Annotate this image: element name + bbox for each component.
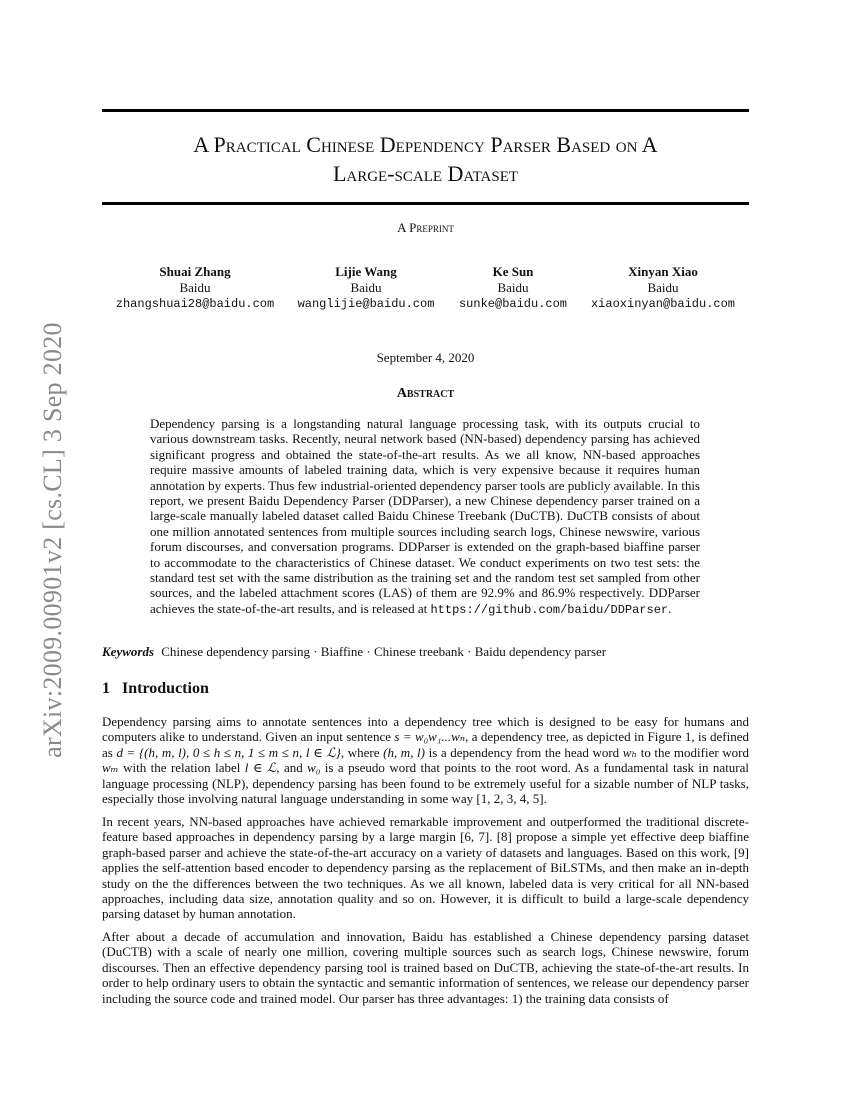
math-expression: wₕ (622, 744, 638, 760)
author-name: Ke Sun (492, 264, 534, 279)
title-top-rule (102, 109, 749, 112)
title-line-2: Large-scale Dataset (332, 161, 519, 186)
math-expression: s = w₀w₁...wₙ (394, 729, 466, 745)
author-email[interactable]: sunke@baidu.com (458, 297, 568, 311)
preprint-label: A Preprint (397, 220, 454, 235)
author-name: Lijie Wang (335, 264, 397, 279)
math-expression: wₘ (102, 760, 119, 776)
author-card (573, 264, 753, 312)
author-affiliation: Baidu (647, 280, 679, 295)
abstract-end: . (668, 600, 672, 616)
author-email[interactable]: xiaoxinyan@baidu.com (590, 297, 736, 311)
section-heading-introduction (102, 680, 209, 698)
author-card (105, 264, 285, 312)
title-bottom-rule (102, 202, 749, 205)
abstract-text: Dependency parsing is a longstanding natural language processing task, with its outputs crucial to various downstream tasks. Recently, neural network based (NN-based) dependency parsing has achieved significant progress and obtained the state-of-the-art results. As we all know, NN-based approaches require massive amounts of labeled training data, which is very expensive because it requires human annotation by experts. Thus few industrial-oriented dependency parser tools are publicly available. In this report, we present Baidu Dependency Parser (DDParser), a new Chinese dependency parser trained on a large-scale manually labeled dataset called Baidu Chinese Treebank (DuCTB). DuCTB consists of about one million annotated sentences from multiple sources including search logs, Chinese newswire, various forum discourses, and conversation programs. DDParser is extended on the graph-based biaffine parser to accommodate to the characteristics of Chinese dataset. We conduct experiments on two test sets: the standard test set with the same distribution as the training set and the random test set sampled from other sources, and the labeled attachment scores (LAS) of them are 92.9% and 86.9% respectively. DDParser achieves the state-of-the-art results, and is released at (150, 416, 700, 616)
keywords-label: Keywords (102, 644, 154, 659)
author-email[interactable]: zhangshuai28@baidu.com (115, 297, 275, 311)
para-text: with the relation label (123, 760, 241, 776)
math-expression: w₀ (307, 760, 321, 776)
github-link[interactable]: https://github.com/baidu/DDParser (430, 602, 669, 617)
section-number: 1 (102, 680, 110, 697)
para-text: , and (276, 760, 303, 776)
para-text: , a dependency tree, as depicted in Figure 1, is defined as (102, 729, 750, 760)
para-text: to the modifier word (640, 744, 749, 760)
intro-paragraph-2: In recent years, NN-based approaches have achieved remarkable improvement and outperformed the traditional discrete-feature based approaches in dependency parsing by a large margin [6, 7]. [8] propose a simple yet effective deep biaffine graph-based parser and achieve the state-of-the-art accuracy on a variety of datasets and languages. Based on this work, [9] applies the self-attention based encoder to dependency parsing as the replacement of BiLSTMs, and then make an in-depth study on the the differences between the two techniques. As we all known, labeled data is very critical for all NN-based approaches, including data size, annotation quality and so on. However, it is difficult to build a large-scale dependency parsing dataset by human annotation. (102, 814, 749, 922)
author-affiliation: Baidu (497, 280, 529, 295)
para-text: , where (340, 744, 380, 760)
math-expression: l ∈ ℒ (244, 760, 277, 776)
author-affiliation: Baidu (179, 280, 211, 295)
math-expression: (h, m, l) (383, 744, 425, 760)
math-expression: d = {(h, m, l), 0 ≤ h ≤ n, 1 ≤ m ≤ n, l ∈ ℒ} (116, 744, 341, 760)
publication-date: September 4, 2020 (376, 350, 475, 365)
author-name: Shuai Zhang (159, 264, 231, 279)
keywords-line (102, 644, 749, 660)
para-text: is a dependency from the head word (428, 744, 620, 760)
intro-paragraph-1 (102, 714, 749, 806)
keywords-text: Chinese dependency parsing · Biaffine · Chinese treebank · Baidu dependency parser (161, 644, 607, 659)
paper-title (102, 130, 749, 188)
section-title: Introduction (122, 680, 209, 697)
author-affiliation: Baidu (350, 280, 382, 295)
para-text: Dependency parsing aims to annotate sentences into a dependency tree which is designed to be easy for humans and computers alike to understand. Given an input sentence (102, 714, 749, 745)
arxiv-sidebar-id: arXiv:2009.00901v2 [cs.CL] 3 Sep 2020 (38, 322, 67, 758)
abstract-paragraph (150, 416, 700, 618)
intro-paragraph-3: After about a decade of accumulation and innovation, Baidu has established a Chinese dependency parsing dataset (DuCTB) with a scale of nearly one million, covering multiple sources such as search logs, Chinese newswire, forum discourses. Then an effective dependency parsing tool is trained based on DuCTB, achieving the state-of-the-art results. In order to help ordinary users to obtain the syntactic and semantic information of sentences, we release our dependency parser including the source code and trained model. Our parser has three advantages: 1) the training data consists of (102, 929, 749, 1006)
author-name: Xinyan Xiao (628, 264, 698, 279)
abstract-heading: Abstract (396, 386, 455, 401)
para-text: is a pseudo word that points to the root word. As a fundamental task in natural language processing (NLP), dependency parsing has been found to be extremely useful for a sizable number of NLP tasks, especially those involving natural language understanding in some way [1, 2, 3, 4, 5]. (102, 760, 750, 807)
author-email[interactable]: wanglijie@baidu.com (297, 297, 435, 311)
title-line-1: A Practical Chinese Dependency Parser Based on A (193, 132, 658, 157)
